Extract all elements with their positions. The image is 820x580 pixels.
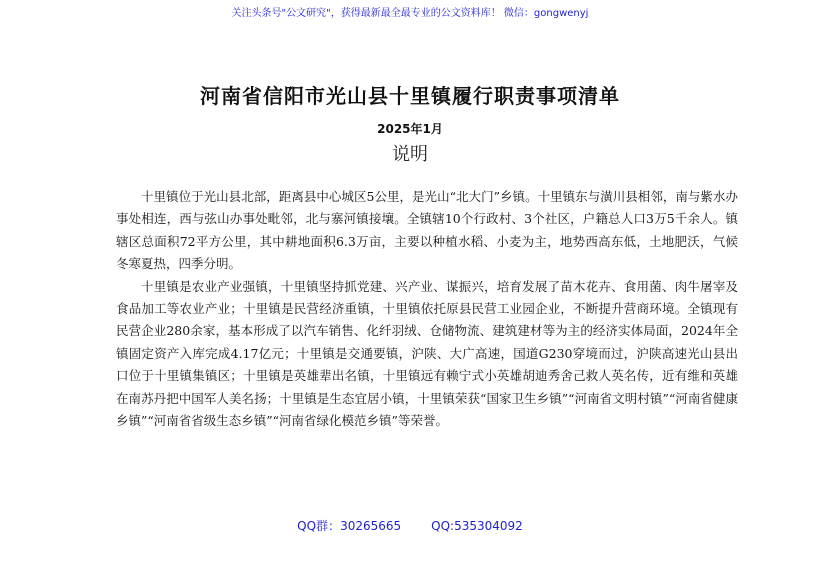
contact-footer — [0, 517, 820, 534]
document-date: 2025年1月 — [377, 122, 443, 136]
qq-group-link[interactable]: QQ群：30265665 — [297, 519, 402, 533]
section-heading: 说明 — [392, 144, 428, 165]
promo-banner[interactable]: 关注头条号"公文研究"，获得最新最全最专业的公文资料库！ 微信：gongwenyj — [231, 8, 589, 19]
document-title: 河南省信阳市光山县十里镇履行职责事项清单 — [200, 84, 620, 108]
paragraph-intro: 十里镇位于光山县北部，距离县中心城区5公里，是光山“北大门”乡镇。十里镇东与潢川县相邻，南与紫水办事处相连，西与弦山办事处毗邻，北与寨河镇接壤。全镇辖10个行政村、3个社区，户籍总人口3万5千余人。镇辖区总面积72平方公里，其中耕地面积6.3万亩，主要以种植水稻、小麦为主，地势西高东低，土地肥沃，气候冬寒夏热，四季分明。 — [116, 189, 738, 272]
qq-link[interactable]: QQ:535304092 — [431, 519, 523, 533]
paragraph-industry: 十里镇是农业产业强镇，十里镇坚持抓党建、兴产业、谋振兴，培育发展了苗木花卉、食用菌、肉牛屠宰及食品加工等农业产业；十里镇是民营经济重镇，十里镇依托原县民营工业园企业，不断提升营商环境。全镇现有民营企业280余家，基本形成了以汽车销售、化纤羽绒、仓储物流、建筑建材等为主的经济实体局面，2024年全镇固定资产入库完成4.17亿元；十里镇是交通要镇，沪陕、大广高速，国道G230穿境而过，沪陕高速光山县出口位于十里镇集镇区；十里镇是英雄辈出名镇，十里镇远有赖宁式小英雄胡迪秀舍己救人英名传，近有维和英雄在南苏丹把中国军人美名扬；十里镇是生态宜居小镇，十里镇荣获“国家卫生乡镇”“河南省文明村镇”“河南省健康乡镇”“河南省省级生态乡镇”“河南省绿化模范乡镇”等荣誉。 — [116, 278, 738, 429]
body-text — [116, 186, 738, 432]
